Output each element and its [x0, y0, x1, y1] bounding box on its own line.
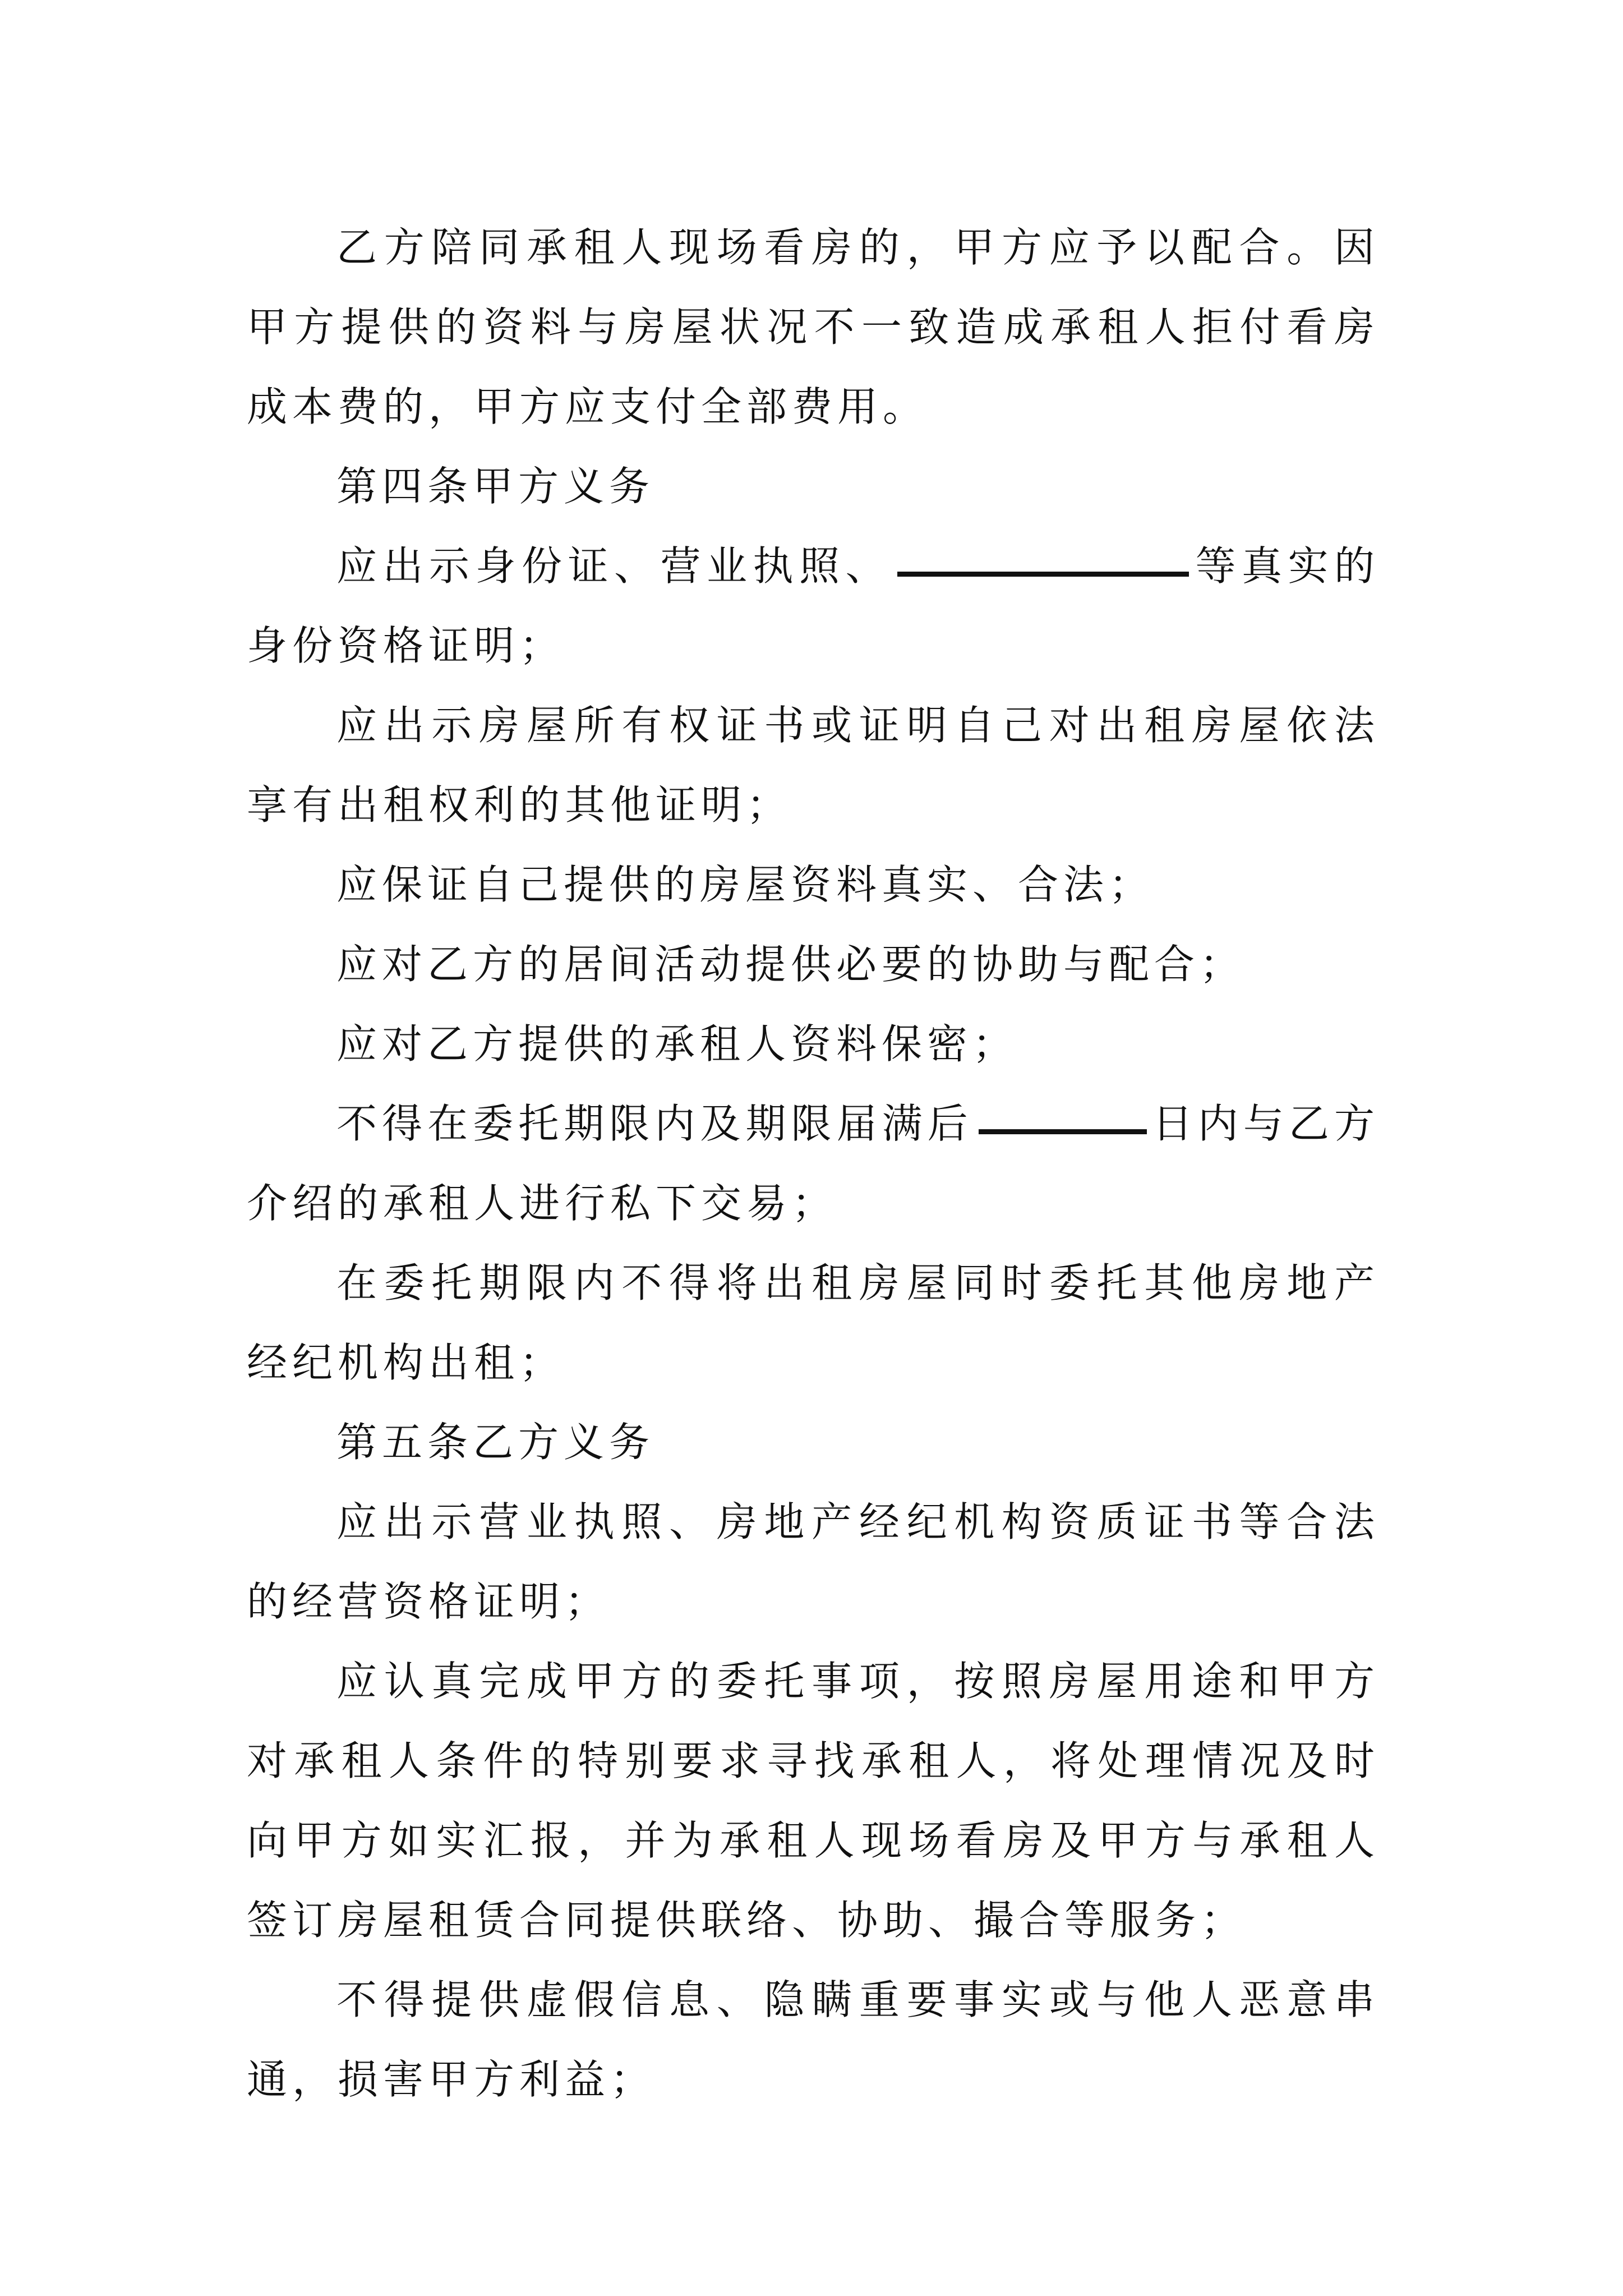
private-deal-text-end: 日内与乙方介绍的承租人进行私下交易；	[247, 1100, 1380, 1227]
paragraph-assist-cooperate: 应对乙方的居间活动提供必要的协助与配合；	[336, 941, 1246, 988]
paragraph-no-private-deal	[247, 1084, 1380, 1243]
paragraph-complete-entrustment: 应认真完成甲方的委托事项，按照房屋用途和甲方对承租人条件的特别要求寻找承租人，将处理情况及时向甲方如实汇报，并为承租人现场看房及甲方与承租人签订房屋租赁合同提供联络、协助、撮合等服务；	[247, 1658, 1380, 1944]
fill-in-blank-documents	[897, 538, 1189, 577]
paragraph-viewing-cooperation: 乙方陪同承租人现场看房的，甲方应予以配合。因甲方提供的资料与房屋状况不一致造成承租人拒付看房成本费的，甲方应支付全部费用。	[247, 224, 1380, 430]
paragraph-ownership-proof: 应出示房屋所有权证书或证明自己对出租房屋依法享有出租权利的其他证明；	[247, 702, 1380, 829]
fill-in-blank-days	[979, 1096, 1147, 1134]
paragraph-data-authenticity: 应保证自己提供的房屋资料真实、合法；	[336, 861, 1155, 908]
paragraph-confidentiality: 应对乙方提供的承租人资料保密；	[336, 1020, 1018, 1068]
private-deal-text-start: 不得在委托期限内及期限届满后	[336, 1100, 973, 1147]
paragraph-exclusive-agency: 在委托期限内不得将出租房屋同时委托其他房地产经纪机构出租；	[247, 1259, 1380, 1386]
document-body	[247, 208, 1380, 2119]
paragraph-no-false-info: 不得提供虚假信息、隐瞒重要事实或与他人恶意串通，损害甲方利益；	[247, 1976, 1380, 2103]
identity-proof-text-end: 等真实的身份资格证明；	[247, 542, 1380, 669]
heading-article-4: 第四条甲方义务	[336, 463, 655, 510]
identity-proof-text-start: 应出示身份证、营业执照、	[336, 542, 892, 590]
heading-article-5: 第五条乙方义务	[336, 1419, 655, 1466]
paragraph-identity-proof	[247, 526, 1380, 685]
paragraph-license-proof: 应出示营业执照、房地产经纪机构资质证书等合法的经营资格证明；	[247, 1498, 1380, 1625]
